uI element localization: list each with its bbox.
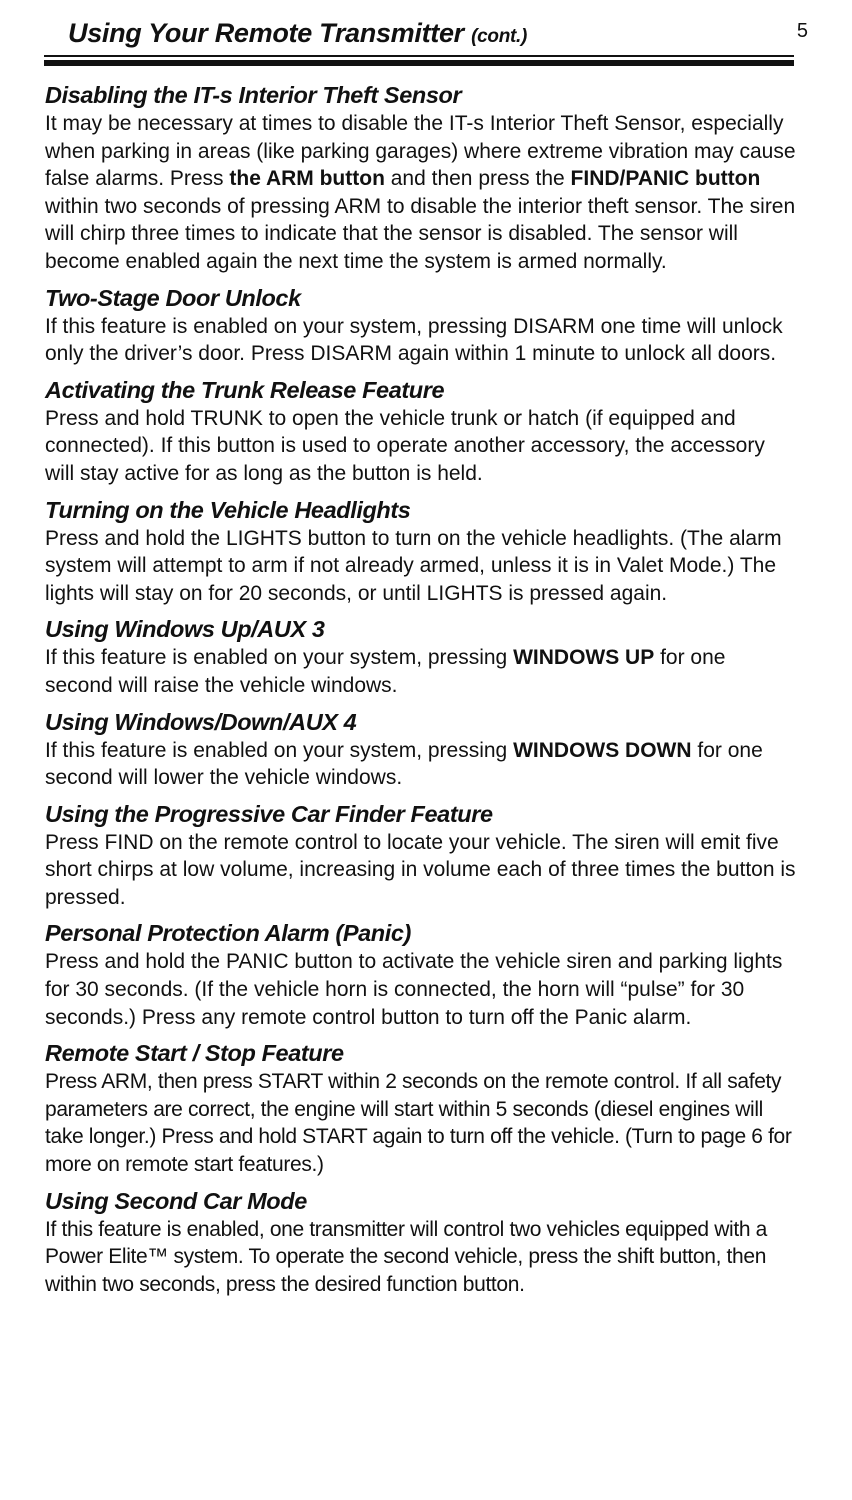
section-body [45,737,797,792]
section-body: If this feature is enabled on your system, pressing DISARM one time will unlock only the driver’s door. Press DISARM again within 1 minute to unlock all doors. [45,314,783,366]
section-heading: Activating the Trunk Release Feature [45,376,445,403]
section-body: Press FIND on the remote control to locate your vehicle. The siren will emit five short chirps at low volume, increasing in volume each of three times the button is pressed. [45,830,796,909]
section-body: If this feature is enabled, one transmitter will control two vehicles equipped with a Power Elite™ system. To operate the second vehicle, press the shift button, then within two seconds, press the desired function button. [45,1217,767,1296]
section-car-finder [45,799,797,912]
section-body: Press and hold TRUNK to open the vehicle trunk or hatch (if equipped and connected). If this button is used to operate another accessory, the accessory will stay active for as long as the button is held. [45,406,765,485]
page-title-cont: (cont.) [471,26,528,47]
section-second-car [45,1186,797,1299]
section-heading: Using Windows Up/AUX 3 [45,616,325,643]
page-title [68,18,527,49]
section-body [45,644,797,699]
section-body: Press ARM, then press START within 2 seconds on the remote control. If all safety parameters are correct, the engine will start within 5 seconds (diesel engines will take longer.) Press and hold START again to turn off the vehicle. (Turn to page 6 for more on remote start features.) [45,1070,792,1177]
body-text: within two seconds of pressing ARM to disable the interior theft sensor. The siren will chirp three times to indicate that the sensor is disabled. The sensor will become enabled again the next time the system is armed normally. [45,194,796,273]
section-heading: Using the Progressive Car Finder Feature [45,800,493,827]
section-two-stage-unlock [45,283,797,368]
section-trunk-release [45,375,797,488]
body-bold: WINDOWS DOWN [513,738,692,762]
body-bold: WINDOWS UP [513,646,655,670]
section-panic [45,918,797,1031]
section-body: Press and hold the PANIC button to activate the vehicle siren and parking lights for 30 seconds. (If the vehicle horn is connected, the horn will “pulse” for 30 seconds.) Press any remote control button to turn off the Panic alarm. [45,950,783,1029]
body-text: for one second will lower the vehicle windows. [45,738,763,790]
body-text: If this feature is enabled on your system, pressing [45,646,514,670]
section-heading: Using Windows/Down/AUX 4 [45,708,357,735]
body-text: for one second will raise the vehicle windows. [45,646,726,697]
body-bold: the ARM button [229,167,385,191]
page-number: 5 [796,20,808,42]
section-heading: Personal Protection Alarm (Panic) [45,920,411,947]
body-text: It may be necessary at times to disable the IT-s Interior Theft Sensor, especially when parking in areas (like parking garages) where extreme vibration may cause false alarms. Press [45,112,796,191]
section-heading: Using Second Car Mode [45,1187,307,1214]
body-text: If this feature is enabled on your system, pressing [45,738,514,762]
body-bold: FIND/PANIC button [570,167,761,191]
page-header [44,14,808,54]
page-content [45,80,797,1305]
section-heading: Two-Stage Door Unlock [45,284,301,311]
page-title-text: Using Your Remote Transmitter [68,18,464,48]
section-windows-down [45,707,797,792]
section-body [45,110,797,276]
section-headlights [45,495,797,608]
section-disable-sensor [45,80,797,276]
body-text: and then press the [384,167,571,191]
section-heading: Remote Start / Stop Feature [45,1040,344,1067]
section-body: Press and hold the LIGHTS button to turn on the vehicle headlights. (The alarm system will attempt to arm if not already armed, unless it is in Valet Mode.) The lights will stay on for 20 seconds, or until LIGHTS is pressed again. [45,526,782,605]
header-rule-thin [44,55,794,57]
section-heading: Turning on the Vehicle Headlights [45,496,411,523]
section-remote-start [45,1038,797,1178]
section-windows-up [45,614,797,699]
header-rule-thick [44,60,794,66]
section-heading: Disabling the IT-s Interior Theft Sensor [45,82,462,108]
